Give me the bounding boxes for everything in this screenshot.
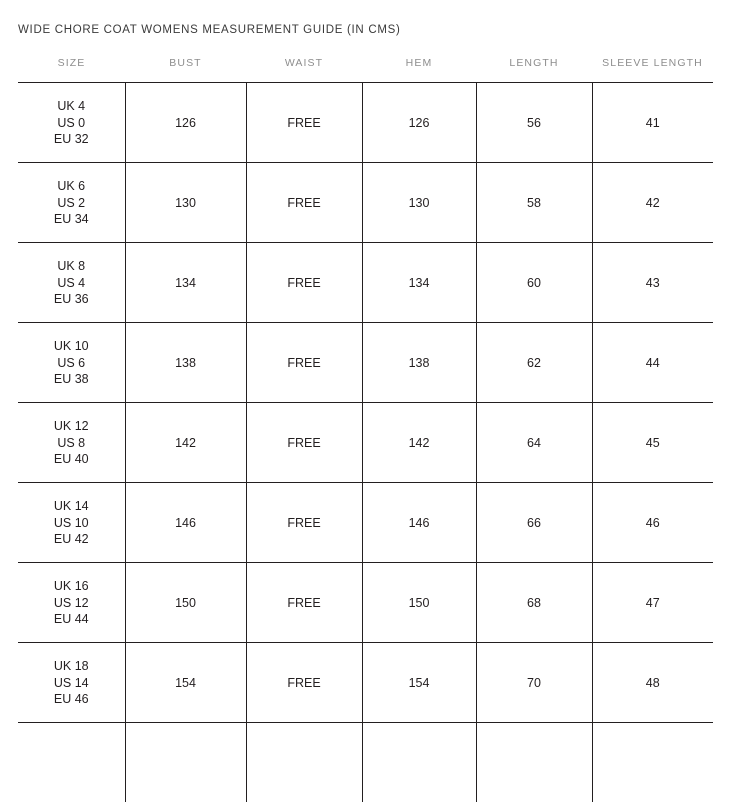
cell-bust: 138	[125, 323, 246, 403]
cell-hem: 134	[362, 243, 476, 323]
cell-hem: 130	[362, 163, 476, 243]
cell-bust: 130	[125, 163, 246, 243]
cell-waist: FREE	[246, 643, 362, 723]
size-us: US 12	[53, 595, 89, 610]
cell-spacer	[125, 723, 246, 802]
size-us: US 2	[57, 195, 86, 210]
cell-size	[18, 243, 125, 323]
cell-waist: FREE	[246, 483, 362, 563]
table-row	[18, 483, 713, 563]
cell-hem: 142	[362, 403, 476, 483]
cell-size	[18, 323, 125, 403]
cell-size	[18, 643, 125, 723]
size-us: US 0	[57, 115, 86, 130]
cell-spacer	[246, 723, 362, 802]
cell-hem: 150	[362, 563, 476, 643]
table-row	[18, 563, 713, 643]
size-eu: EU 38	[53, 371, 89, 386]
cell-waist: FREE	[246, 83, 362, 163]
cell-length: 60	[476, 243, 592, 323]
table-row	[18, 643, 713, 723]
cell-length: 56	[476, 83, 592, 163]
size-uk: UK 6	[57, 179, 86, 194]
table-row	[18, 83, 713, 163]
cell-waist: FREE	[246, 403, 362, 483]
measurement-table	[18, 48, 713, 802]
size-us: US 14	[53, 675, 89, 690]
cell-size	[18, 563, 125, 643]
table-row	[18, 403, 713, 483]
cell-spacer	[18, 723, 125, 802]
cell-bust: 154	[125, 643, 246, 723]
cell-hem: 146	[362, 483, 476, 563]
column-header-bust: BUST	[125, 48, 246, 83]
size-uk: UK 12	[53, 419, 89, 434]
table-body	[18, 83, 713, 802]
size-us: US 10	[53, 515, 89, 530]
column-header-length: LENGTH	[476, 48, 592, 83]
cell-length: 58	[476, 163, 592, 243]
cell-length: 64	[476, 403, 592, 483]
cell-sleeve-length: 41	[592, 83, 713, 163]
size-uk: UK 16	[53, 579, 89, 594]
cell-size	[18, 163, 125, 243]
cell-bust: 150	[125, 563, 246, 643]
cell-spacer	[362, 723, 476, 802]
cell-sleeve-length: 45	[592, 403, 713, 483]
cell-hem: 154	[362, 643, 476, 723]
cell-waist: FREE	[246, 323, 362, 403]
cell-length: 62	[476, 323, 592, 403]
size-eu: EU 44	[53, 611, 89, 626]
size-eu: EU 40	[53, 451, 89, 466]
cell-sleeve-length: 43	[592, 243, 713, 323]
cell-bust: 146	[125, 483, 246, 563]
table-trailing-row	[18, 723, 713, 802]
cell-waist: FREE	[246, 163, 362, 243]
table-header-row	[18, 48, 713, 83]
cell-bust: 142	[125, 403, 246, 483]
cell-sleeve-length: 47	[592, 563, 713, 643]
size-uk: UK 18	[53, 659, 89, 674]
cell-size	[18, 483, 125, 563]
size-us: US 4	[57, 275, 86, 290]
column-header-sleeve-length: SLEEVE LENGTH	[592, 48, 713, 83]
size-eu: EU 32	[53, 131, 89, 146]
size-uk: UK 4	[57, 99, 86, 114]
size-eu: EU 36	[53, 291, 89, 306]
cell-bust: 126	[125, 83, 246, 163]
table-header	[18, 48, 713, 83]
cell-length: 66	[476, 483, 592, 563]
cell-length: 70	[476, 643, 592, 723]
table-row	[18, 163, 713, 243]
cell-spacer	[592, 723, 713, 802]
size-eu: EU 46	[53, 691, 89, 706]
table-row	[18, 243, 713, 323]
size-eu: EU 34	[53, 211, 89, 226]
table-row	[18, 323, 713, 403]
cell-hem: 126	[362, 83, 476, 163]
page-title: WIDE CHORE COAT WOMENS MEASUREMENT GUIDE (IN CMS)	[18, 24, 401, 36]
size-uk: UK 14	[53, 499, 89, 514]
column-header-waist: WAIST	[246, 48, 362, 83]
cell-waist: FREE	[246, 243, 362, 323]
cell-waist: FREE	[246, 563, 362, 643]
cell-bust: 134	[125, 243, 246, 323]
cell-size	[18, 403, 125, 483]
cell-length: 68	[476, 563, 592, 643]
size-uk: UK 8	[57, 259, 86, 274]
column-header-hem: HEM	[362, 48, 476, 83]
size-uk: UK 10	[53, 339, 89, 354]
cell-hem: 138	[362, 323, 476, 403]
cell-sleeve-length: 46	[592, 483, 713, 563]
cell-size	[18, 83, 125, 163]
column-header-size: SIZE	[18, 48, 125, 83]
cell-spacer	[476, 723, 592, 802]
size-eu: EU 42	[53, 531, 89, 546]
size-us: US 8	[57, 435, 86, 450]
cell-sleeve-length: 48	[592, 643, 713, 723]
size-us: US 6	[57, 355, 86, 370]
cell-sleeve-length: 42	[592, 163, 713, 243]
cell-sleeve-length: 44	[592, 323, 713, 403]
